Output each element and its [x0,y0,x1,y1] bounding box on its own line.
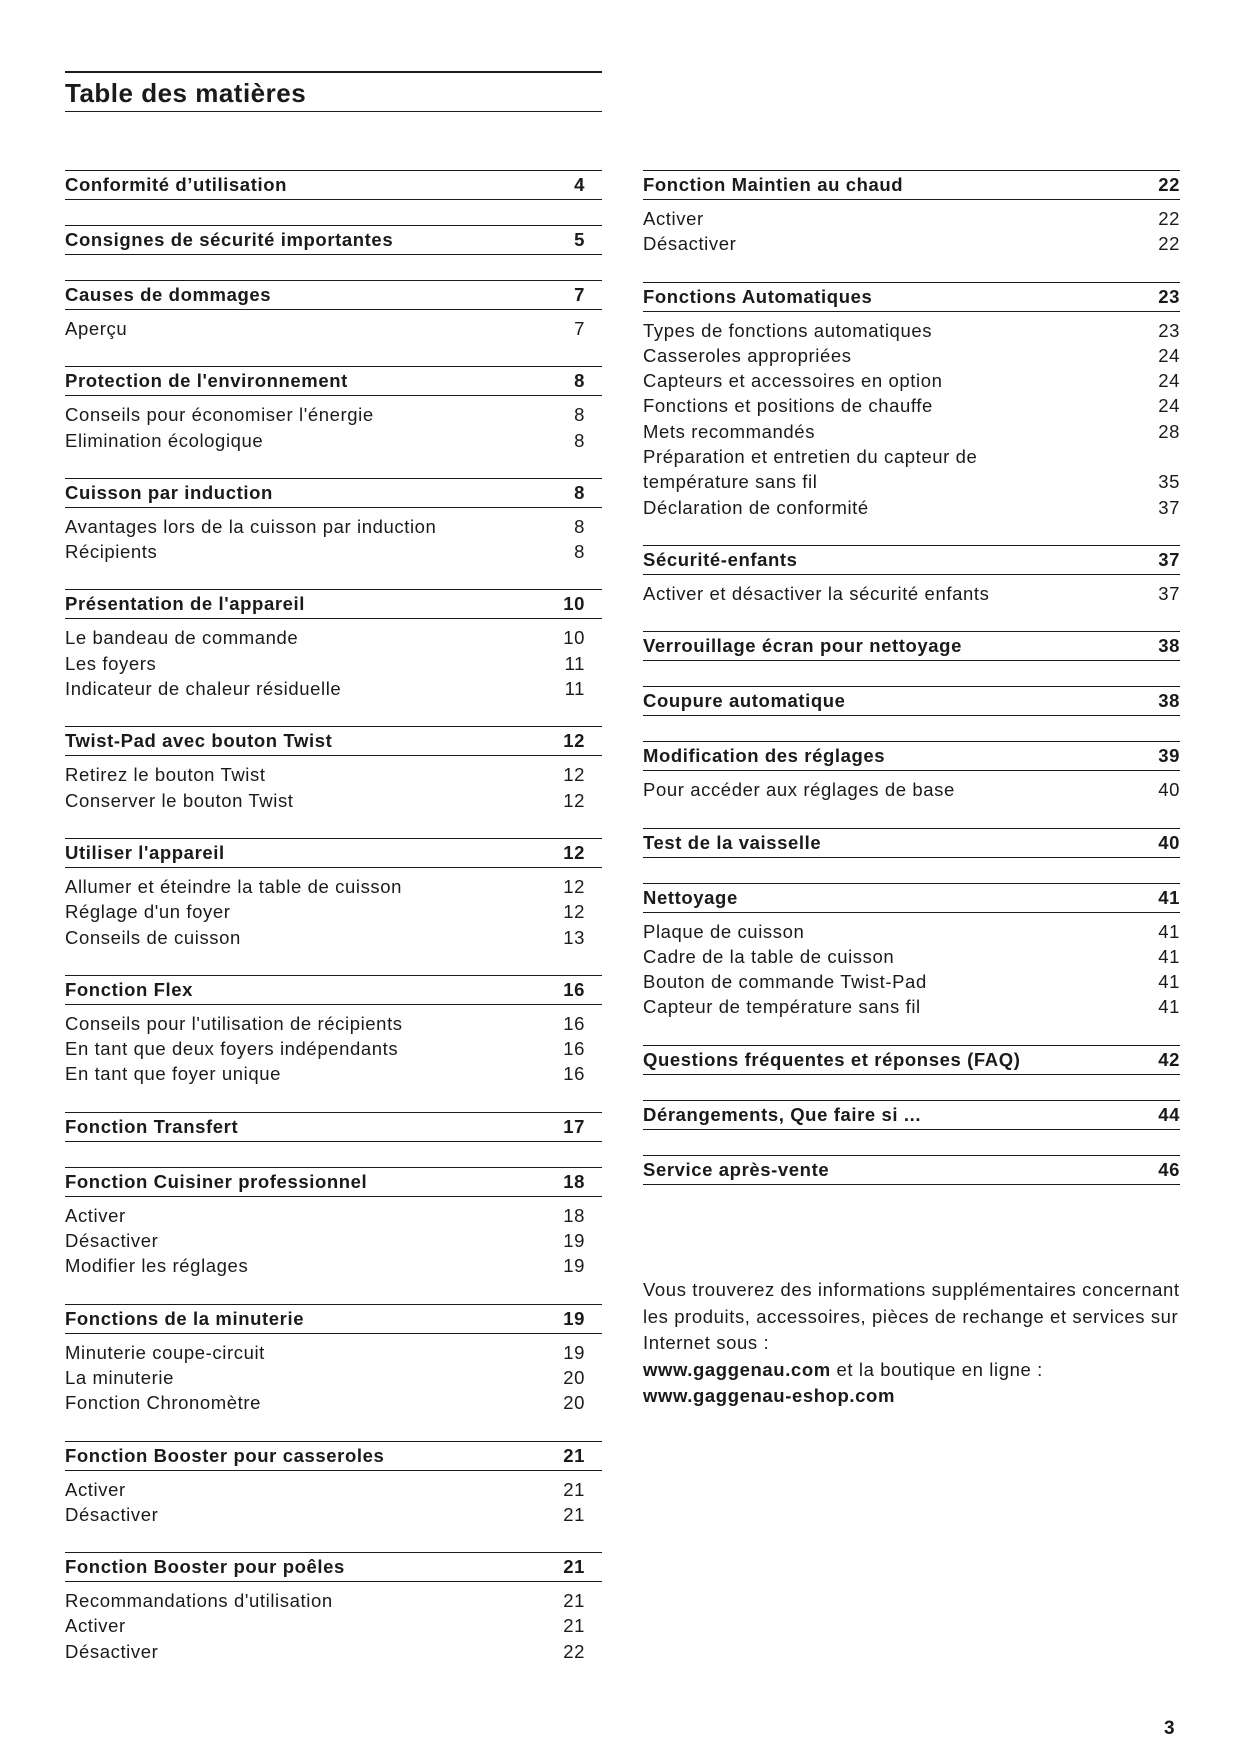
toc-items [65,310,602,341]
toc-item-page: 11 [564,652,585,674]
section-page: 7 [574,284,585,305]
toc-item-page: 21 [563,1615,585,1637]
toc-items [65,508,602,565]
toc-item-label: Bouton de commande Twist-Pad [643,971,927,993]
toc-item[interactable] [65,1228,602,1253]
toc-section-heading[interactable] [65,838,602,868]
section-title: Fonction Transfert [65,1115,239,1137]
toc-item[interactable] [65,1253,602,1278]
toc-item-page: 19 [563,1341,585,1363]
toc-section [65,975,602,1087]
section-title: Coupure automatique [643,690,846,712]
toc-item[interactable] [65,539,602,564]
toc-items [65,868,602,950]
toc-item-label: Activer [643,208,704,229]
section-page: 38 [1158,690,1180,712]
toc-item-label: Mets recommandés [643,420,816,442]
toc-item[interactable] [65,1061,602,1086]
info-text: Vous trouverez des informations supplémentaires concernant les produits, accessoires, pièces de rechange et services sur Internet sous : [643,1279,1180,1353]
toc-item-label: Conseils de cuisson [65,926,241,948]
toc-item[interactable] [643,777,1180,802]
section-title: Questions fréquentes et réponses (FAQ) [643,1048,1021,1070]
toc-item-page: 22 [1158,233,1180,255]
toc-section-heading[interactable] [643,631,1180,661]
toc-section [643,545,1180,606]
toc-items [65,1582,602,1664]
toc-item[interactable] [65,1639,602,1664]
toc-item-label: Avantages lors de la cuisson par induction [65,515,437,537]
toc-item-page: 37 [1158,496,1180,518]
toc-item-page: 16 [563,1063,585,1085]
toc-items [643,312,1180,520]
toc-section-heading[interactable] [65,1552,602,1582]
toc-item-label: Désactiver [643,233,737,255]
toc-item-label: Indicateur de chaleur résiduelle [65,678,342,700]
section-page: 41 [1158,886,1180,908]
toc-items [65,1471,602,1528]
toc-item-page: 22 [563,1640,585,1662]
section-page: 19 [563,1307,585,1329]
section-page: 21 [563,1444,585,1466]
page-number: 3 [1164,1718,1175,1739]
toc-section-heading[interactable] [643,1155,1180,1185]
section-page: 5 [574,229,585,250]
toc-item-page: 22 [1158,208,1180,229]
toc-item-label: Cadre de la table de cuisson [643,945,895,967]
toc-item[interactable] [65,1365,602,1390]
toc-item[interactable] [643,944,1180,969]
section-title: Twist-Pad avec bouton Twist [65,730,333,752]
toc-item-label: Elimination écologique [65,429,264,451]
website-link[interactable]: www.gaggenau.com [643,1358,831,1380]
toc-item[interactable] [643,994,1180,1019]
toc-section [65,366,602,453]
toc-section-heading[interactable] [65,280,602,310]
toc-section [643,828,1180,858]
toc-section-heading[interactable] [643,1045,1180,1075]
toc-section-heading[interactable] [65,170,602,200]
toc-item-page: 8 [574,429,585,451]
toc-item-label: Désactiver [65,1230,159,1252]
toc-item-page: 28 [1158,420,1180,442]
toc-item[interactable] [65,1011,602,1036]
toc-section-heading[interactable] [65,589,602,619]
section-page: 18 [563,1170,585,1192]
toc-section [65,1304,602,1416]
toc-item-label: En tant que foyer unique [65,1063,281,1085]
toc-item[interactable] [65,1390,602,1415]
info-middle-text: et la boutique en ligne : [830,1358,1043,1380]
toc-item[interactable] [65,899,602,924]
toc-item[interactable] [643,919,1180,944]
section-page: 37 [1158,548,1180,570]
section-page: 22 [1158,174,1180,195]
toc-section [643,282,1180,520]
toc-section-heading[interactable] [65,225,602,255]
toc-section [65,1552,602,1664]
toc-section [643,741,1180,802]
toc-item-page: 16 [563,1038,585,1060]
toc-item-page: 18 [563,1204,585,1226]
toc-section [65,225,602,255]
toc-item-page: 8 [574,404,585,426]
toc-items [65,396,602,453]
toc-item-page: 41 [1158,971,1180,993]
toc-section-heading[interactable] [643,741,1180,771]
section-page: 10 [563,593,585,615]
section-title: Cuisson par induction [65,481,273,503]
toc-items [643,913,1180,1020]
section-page: 46 [1158,1158,1180,1180]
toc-item-page: 21 [563,1503,585,1525]
toc-item[interactable] [643,495,1180,520]
toc-item-label: Récipients [65,541,158,563]
toc-section-heading[interactable] [643,282,1180,312]
toc-item[interactable] [65,788,602,813]
toc-section [643,170,1180,257]
section-title: Test de la vaisselle [643,831,822,853]
toc-item-page: 40 [1158,779,1180,801]
toc-item-label: Désactiver [65,1503,159,1525]
toc-item-page: 41 [1158,920,1180,942]
toc-item-label: Fonction Chronomètre [65,1392,262,1414]
section-title: Fonctions Automatiques [643,285,873,307]
toc-section [65,838,602,950]
toc-section [65,1441,602,1528]
section-title: Dérangements, Que faire si ... [643,1103,922,1125]
section-title: Service après-vente [643,1158,830,1180]
toc-item[interactable] [643,581,1180,606]
toc-item-page: 24 [1158,370,1180,392]
toc-section [65,478,602,565]
toc-item[interactable] [65,1613,602,1638]
toc-items [65,1334,602,1416]
section-page: 8 [574,481,585,503]
section-page: 4 [574,174,585,195]
section-title: Nettoyage [643,886,738,908]
toc-item-page: 13 [563,926,585,948]
toc-section [643,631,1180,661]
toc-item-label: Conserver le bouton Twist [65,789,294,811]
toc-section-heading[interactable] [65,1112,602,1142]
toc-left-column [65,170,602,1689]
toc-item-page: 12 [563,764,585,786]
section-title: Fonction Cuisiner professionnel [65,1170,368,1192]
toc-item[interactable] [643,231,1180,256]
section-title: Fonction Booster pour casseroles [65,1444,385,1466]
toc-item[interactable] [65,1588,602,1613]
toc-item-page: 8 [574,541,585,563]
toc-items [643,575,1180,606]
toc-item[interactable] [65,874,602,899]
toc-items [65,1005,602,1087]
toc-item[interactable] [65,514,602,539]
section-page: 42 [1158,1048,1180,1070]
eshop-link[interactable]: www.gaggenau-eshop.com [643,1385,896,1406]
toc-item-page: 12 [563,901,585,923]
toc-section [65,1112,602,1142]
section-title: Modification des réglages [643,745,886,767]
toc-item-page: 20 [563,1366,585,1388]
section-page: 21 [563,1556,585,1578]
toc-item-label: Capteurs et accessoires en option [643,370,943,392]
toc-item-label: Types de fonctions automatiques [643,319,933,341]
section-page: 39 [1158,745,1180,767]
toc-item[interactable] [65,1203,602,1228]
toc-section [643,1155,1180,1185]
section-page: 40 [1158,831,1180,853]
toc-item-page: 7 [574,318,585,339]
toc-item-page: 41 [1158,996,1180,1018]
toc-item-label: Pour accéder aux réglages de base [643,779,955,801]
toc-item-page: 41 [1158,945,1180,967]
toc-right-column [643,170,1180,1210]
toc-item[interactable] [65,316,602,341]
toc-item-label: En tant que deux foyers indépendants [65,1038,399,1060]
toc-item[interactable] [65,1477,602,1502]
toc-section [643,1045,1180,1075]
section-page: 23 [1158,285,1180,307]
toc-items [643,200,1180,257]
section-title: Fonctions de la minuterie [65,1307,305,1329]
section-page: 38 [1158,635,1180,657]
toc-section-heading[interactable] [65,1167,602,1197]
toc-item-label: Désactiver [65,1640,159,1662]
toc-item[interactable] [65,676,602,701]
toc-item[interactable] [643,969,1180,994]
toc-section-heading[interactable] [643,170,1180,200]
toc-item-page: 10 [563,627,585,649]
toc-item-page: 19 [563,1255,585,1277]
toc-section [643,883,1180,1020]
toc-item[interactable] [65,1340,602,1365]
toc-item-page: 19 [563,1230,585,1252]
toc-item[interactable] [643,318,1180,343]
toc-item[interactable] [643,444,1180,495]
toc-items [65,756,602,813]
toc-item[interactable] [65,651,602,676]
toc-section-heading[interactable] [65,726,602,756]
toc-item[interactable] [65,428,602,453]
toc-item[interactable] [65,402,602,427]
toc-item-page: 21 [563,1478,585,1500]
section-title: Présentation de l'appareil [65,593,306,615]
toc-item-label: Déclaration de conformité [643,496,869,518]
section-title: Consignes de sécurité importantes [65,229,394,250]
toc-section-heading[interactable] [643,545,1180,575]
toc-item-label: La minuterie [65,1366,175,1388]
toc-item-page: 24 [1158,344,1180,366]
toc-item[interactable] [643,419,1180,444]
toc-item[interactable] [643,368,1180,393]
toc-item[interactable] [643,343,1180,368]
title-block [65,71,602,112]
toc-item-label: Aperçu [65,318,128,339]
toc-item-label: Minuterie coupe-circuit [65,1341,265,1363]
toc-section-heading[interactable] [643,828,1180,858]
toc-item-page: 20 [563,1392,585,1414]
toc-section-heading[interactable] [65,1304,602,1334]
toc-item-label: Allumer et éteindre la table de cuisson [65,875,403,897]
toc-item[interactable] [643,206,1180,231]
toc-section-heading[interactable] [65,478,602,508]
toc-item-page: 11 [564,678,585,700]
toc-item-page: 8 [574,515,585,537]
info-paragraph [643,1277,1180,1410]
toc-section [643,686,1180,716]
section-page: 44 [1158,1103,1180,1125]
section-page: 8 [574,370,585,392]
toc-item[interactable] [65,762,602,787]
toc-item-page: 16 [563,1012,585,1034]
toc-item-page: 35 [1158,471,1180,493]
section-title: Causes de dommages [65,284,272,305]
toc-section-heading[interactable] [65,1441,602,1471]
toc-item-label: Capteur de température sans fil [643,996,921,1018]
toc-item-page: 21 [563,1590,585,1612]
section-title: Protection de l'environnement [65,370,348,392]
toc-items [643,771,1180,802]
section-page: 12 [563,841,585,863]
toc-item-label: Recommandations d'utilisation [65,1590,333,1612]
toc-section [65,170,602,200]
toc-item[interactable] [65,1502,602,1527]
toc-section-heading[interactable] [643,883,1180,913]
toc-item-label: Activer [65,1478,126,1500]
toc-section [643,1100,1180,1130]
toc-item-label: Fonctions et positions de chauffe [643,395,933,417]
toc-section [65,1167,602,1279]
toc-item-page: 37 [1158,582,1180,604]
section-page: 16 [563,978,585,1000]
toc-item-label: Retirez le bouton Twist [65,764,266,786]
section-title: Utiliser l'appareil [65,841,225,863]
toc-item-label: Activer [65,1615,126,1637]
toc-item-label: Plaque de cuisson [643,920,805,942]
section-title: Sécurité-enfants [643,548,798,570]
toc-item[interactable] [65,625,602,650]
toc-section-heading[interactable] [65,366,602,396]
toc-item-label: Modifier les réglages [65,1255,249,1277]
toc-section [65,589,602,701]
section-title: Verrouillage écran pour nettoyage [643,635,962,657]
toc-item-label: Les foyers [65,652,157,674]
section-title: Conformité d’utilisation [65,174,288,195]
toc-item-page: 23 [1158,319,1180,341]
toc-section [65,726,602,813]
page-title: Table des matières [65,78,307,108]
section-title: Fonction Maintien au chaud [643,174,904,195]
toc-item-label: Conseils pour économiser l'énergie [65,404,374,426]
toc-item[interactable] [65,1036,602,1061]
toc-item[interactable] [65,925,602,950]
toc-items [65,1197,602,1279]
toc-section-heading[interactable] [643,1100,1180,1130]
toc-item[interactable] [643,393,1180,418]
toc-section [65,280,602,341]
toc-item-label: Activer et désactiver la sécurité enfants [643,582,990,604]
section-page: 17 [563,1115,585,1137]
toc-section-heading[interactable] [643,686,1180,716]
toc-item-label: Casseroles appropriées [643,344,852,366]
toc-item-page: 12 [563,789,585,811]
section-page: 12 [563,730,585,752]
section-title: Fonction Flex [65,978,194,1000]
toc-items [65,619,602,701]
toc-item-label: Réglage d'un foyer [65,901,231,923]
toc-item-page: 12 [563,875,585,897]
toc-item-label: Préparation et entretien du capteur de température sans fil [643,446,978,493]
toc-section-heading[interactable] [65,975,602,1005]
toc-item-label: Conseils pour l'utilisation de récipients [65,1012,403,1034]
toc-item-page: 24 [1158,395,1180,417]
section-title: Fonction Booster pour poêles [65,1556,345,1578]
toc-item-label: Activer [65,1204,126,1226]
toc-item-label: Le bandeau de commande [65,627,299,649]
